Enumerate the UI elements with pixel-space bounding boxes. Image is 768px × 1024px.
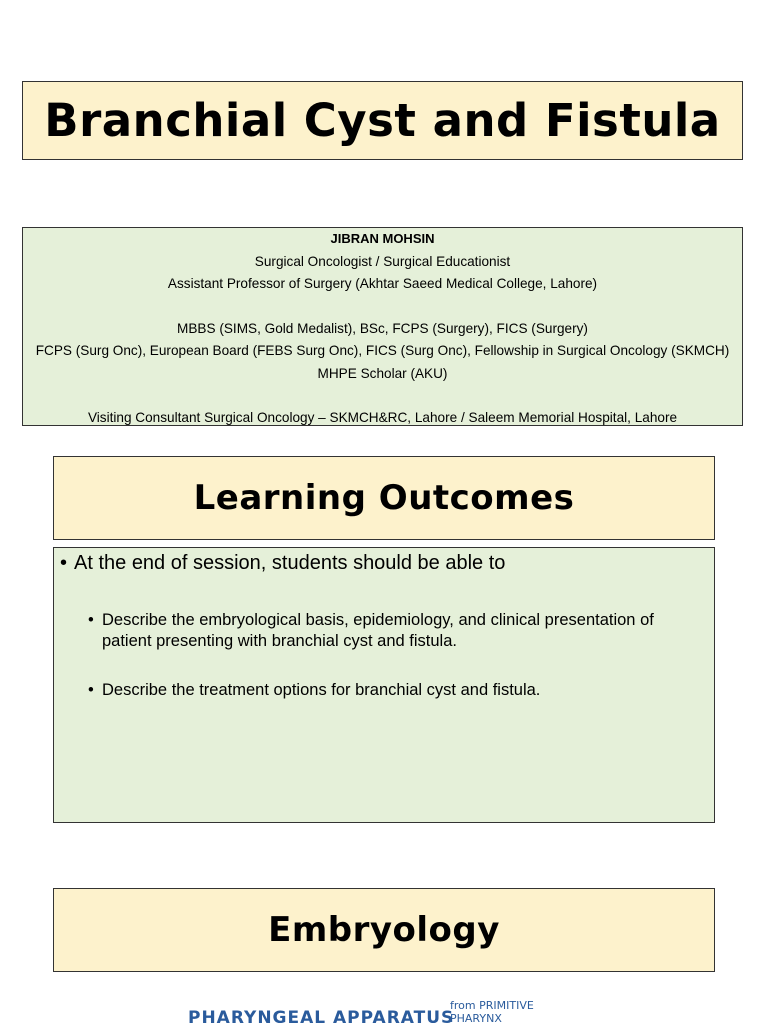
bullet-icon: •: [88, 681, 94, 699]
outcomes-intro: [60, 550, 505, 576]
embryology-heading: Embryology: [268, 910, 500, 950]
learning-outcomes-header: [53, 456, 715, 540]
page-title: Branchial Cyst and Fistula: [44, 94, 721, 147]
sketch-note: [450, 999, 534, 1024]
list-item: [88, 680, 698, 701]
bullet-icon: •: [60, 552, 68, 574]
outcomes-list: [88, 610, 698, 729]
outcomes-intro-text: At the end of session, students should be able to: [74, 552, 506, 574]
learning-outcomes-heading: Learning Outcomes: [193, 478, 575, 518]
sketch-note-line-2: PHARYNX: [450, 1012, 502, 1024]
embryology-header: [53, 888, 715, 972]
outcome-text: Describe the treatment options for branchial cyst and fistula.: [102, 681, 541, 699]
list-item: [88, 610, 698, 652]
author-qualifications-3: MHPE Scholar (AKU): [317, 365, 448, 381]
author-position: Assistant Professor of Surgery (Akhtar Saeed Medical College, Lahore): [167, 276, 598, 291]
author-qualifications-2: FCPS (Surg Onc), European Board (FEBS Surg Onc), FICS (Surg Onc), Fellowship in Surgical Oncology (SKMCH): [35, 343, 730, 358]
author-affiliation: Visiting Consultant Surgical Oncology – SKMCH&RC, Lahore / Saleem Memorial Hospital, Lahore: [87, 410, 678, 425]
title-banner: [22, 81, 743, 160]
sketch-note-line-1: from PRIMITIVE: [450, 999, 534, 1012]
outcome-text: Describe the embryological basis, epidemiology, and clinical presentation of patient presenting with branchial cyst and fistula.: [102, 611, 654, 650]
author-role: Surgical Oncologist / Surgical Educationist: [254, 253, 511, 269]
sketch-title: PHARYNGEAL APPARATUS: [188, 1008, 455, 1024]
embryology-sketch: [130, 990, 690, 1024]
author-qualifications-1: MBBS (SIMS, Gold Medalist), BSc, FCPS (Surgery), FICS (Surgery): [177, 320, 588, 336]
bullet-icon: •: [88, 611, 94, 629]
learning-outcomes-body: [53, 547, 715, 823]
author-info-box: [22, 227, 743, 426]
author-name: JIBRAN MOHSIN: [330, 231, 435, 246]
